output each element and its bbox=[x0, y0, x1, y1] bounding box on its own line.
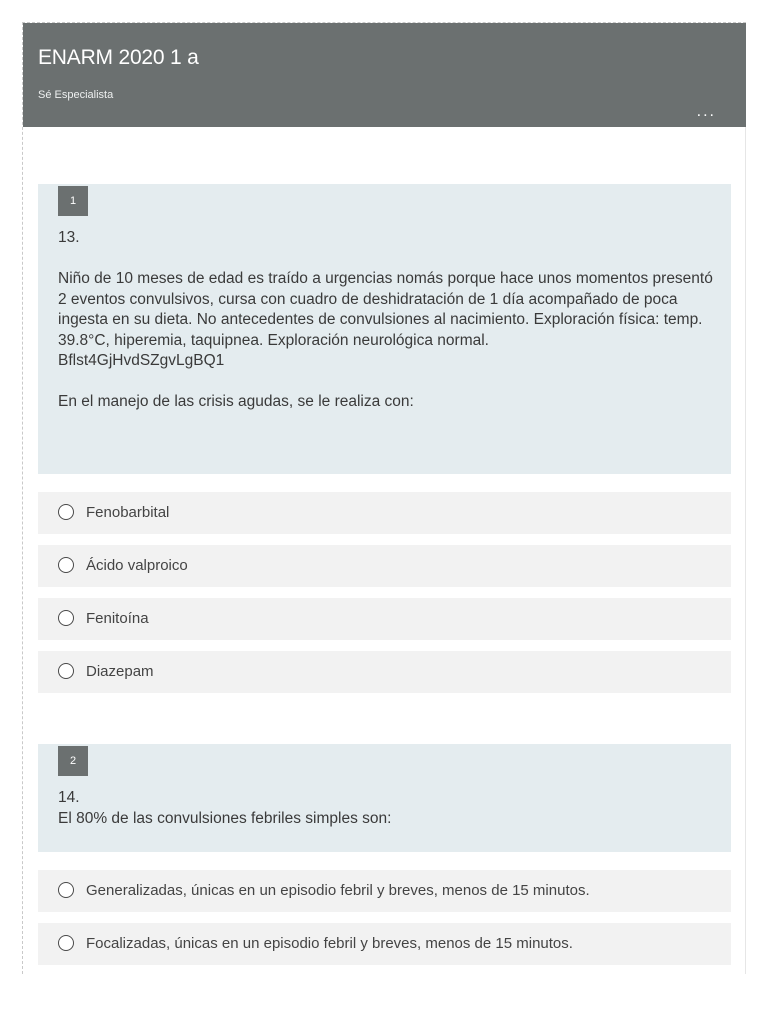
answer-option-label: Fenitoína bbox=[86, 610, 149, 627]
question-number-badge: 2 bbox=[58, 746, 88, 776]
question-card bbox=[38, 744, 731, 852]
form-header bbox=[23, 23, 746, 127]
radio-button-icon[interactable] bbox=[58, 935, 74, 951]
answer-option-label: Diazepam bbox=[86, 663, 154, 680]
form-title: ENARM 2020 1 a bbox=[38, 46, 199, 69]
answer-option-label: Ácido valproico bbox=[86, 557, 188, 574]
answer-option-label: Generalizadas, únicas en un episodio febril y breves, menos de 15 minutos. bbox=[86, 882, 590, 899]
answer-option[interactable] bbox=[38, 651, 731, 693]
answer-option[interactable] bbox=[38, 870, 731, 912]
question-text: 14. El 80% de las convulsiones febriles simples son: bbox=[58, 789, 392, 827]
radio-button-icon[interactable] bbox=[58, 663, 74, 679]
answer-option[interactable] bbox=[38, 545, 731, 587]
question-card bbox=[38, 184, 731, 474]
radio-button-icon[interactable] bbox=[58, 610, 74, 626]
answer-option[interactable] bbox=[38, 598, 731, 640]
radio-button-icon[interactable] bbox=[58, 504, 74, 520]
question-text: 13. Niño de 10 meses de edad es traído a urgencias nomás porque hace unos momentos presentó 2 eventos convulsivos, cursa con cuadro de deshidratación de 1 día acompañado de poca ingesta en su dieta. No antecedentes de convulsiones al nacimiento. Exploración física: temp. 39.8°C, hiperemia, taquipnea. Exploración neurológica normal. Bflst4GjHvdSZgvLgBQ1 En el manejo de las crisis agudas, se le realiza con: bbox=[58, 229, 713, 410]
answer-option-label: Focalizadas, únicas en un episodio febril y breves, menos de 15 minutos. bbox=[86, 935, 573, 952]
answer-option[interactable] bbox=[38, 492, 731, 534]
radio-button-icon[interactable] bbox=[58, 882, 74, 898]
answer-option-label: Fenobarbital bbox=[86, 504, 170, 521]
more-options-icon[interactable]: ... bbox=[696, 103, 716, 120]
answer-option[interactable] bbox=[38, 923, 731, 965]
form-subtitle: Sé Especialista bbox=[38, 89, 114, 101]
question-number-badge: 1 bbox=[58, 186, 88, 216]
radio-button-icon[interactable] bbox=[58, 557, 74, 573]
